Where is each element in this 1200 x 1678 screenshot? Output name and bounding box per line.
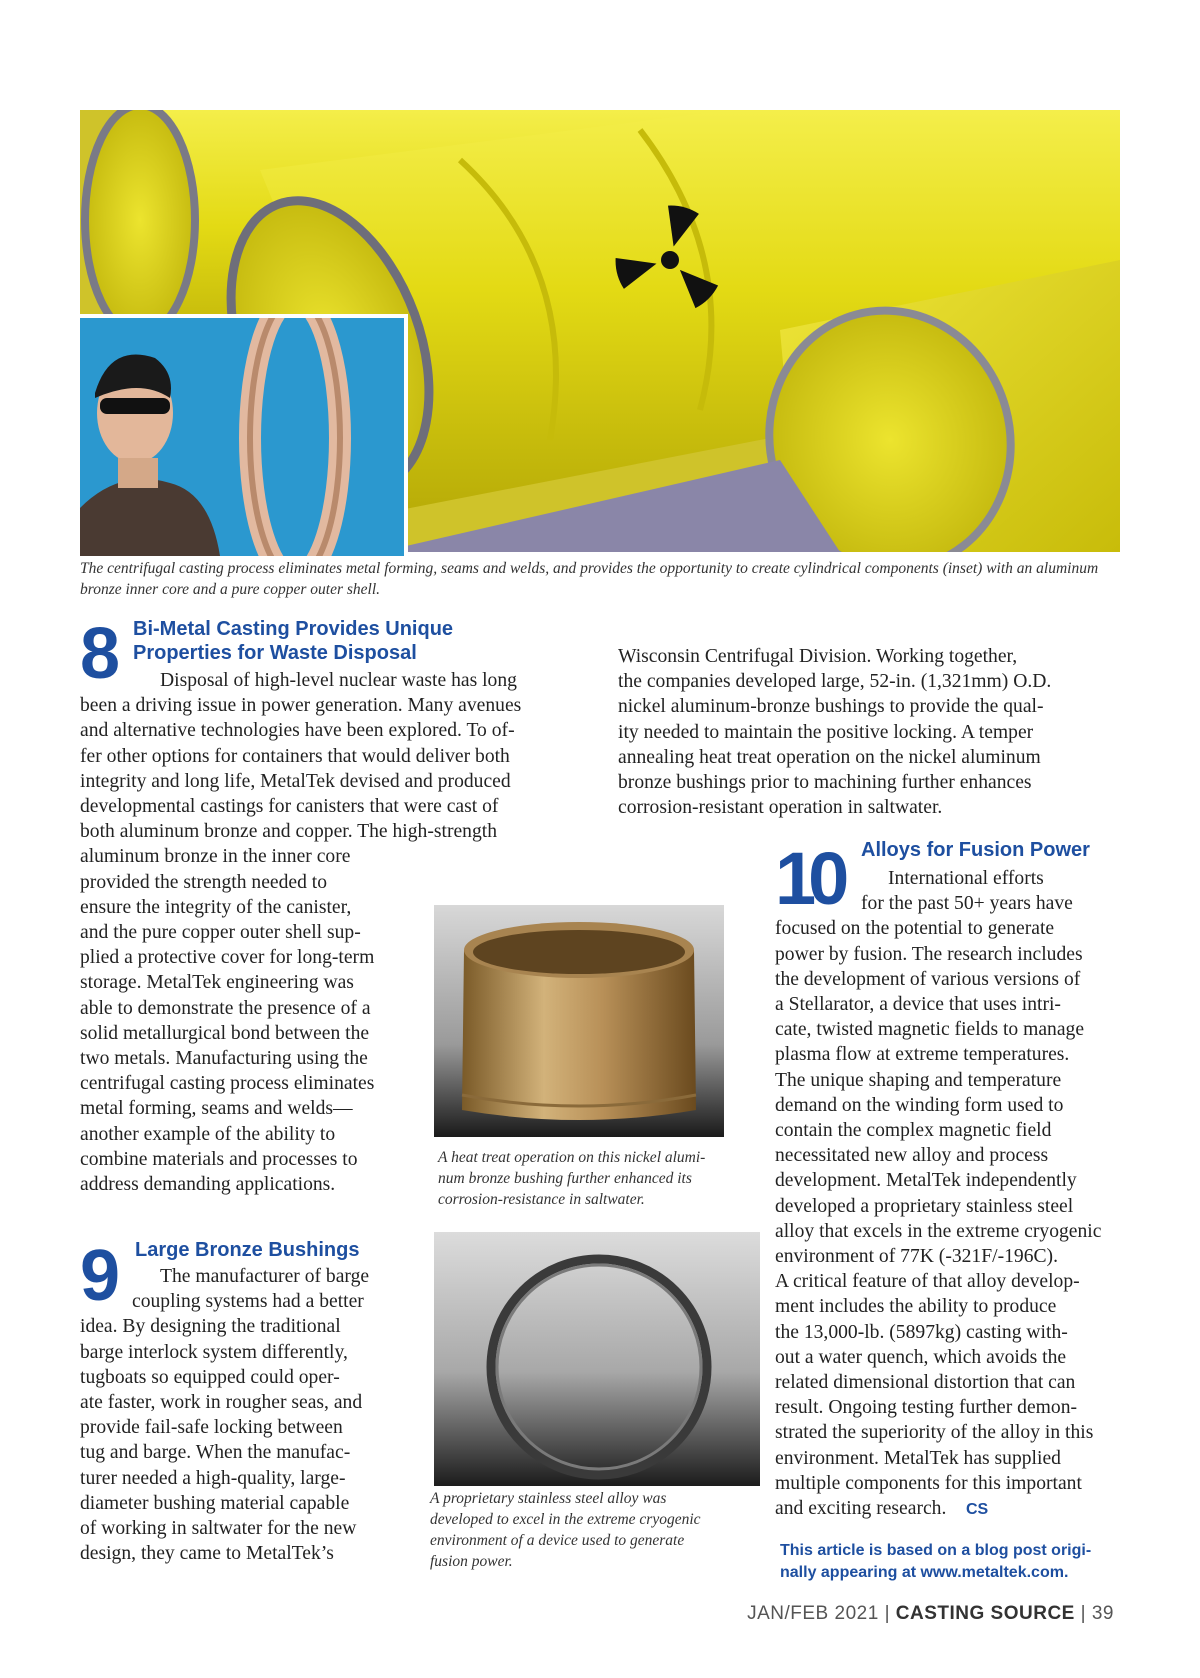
body-line: design, they came to MetalTek’s — [80, 1543, 334, 1565]
ring-caption — [430, 1488, 701, 1572]
body-line: strated the superiority of the alloy in this — [775, 1422, 1094, 1444]
body-line: plasma flow at extreme temperatures. — [775, 1044, 1070, 1066]
body-line: developed a proprietary stainless steel — [775, 1195, 1074, 1217]
body-line: The unique shaping and temperature — [775, 1069, 1062, 1091]
end-mark: CS — [965, 1501, 989, 1519]
body-line: aluminum bronze in the inner core — [80, 846, 351, 868]
body-line: tug and barge. When the manufac- — [80, 1442, 351, 1464]
publication-name: CASTING SOURCE — [895, 1603, 1075, 1624]
body-line: diameter bushing material capable — [80, 1492, 350, 1514]
body-line: International efforts — [888, 868, 1044, 889]
body-line: demand on the winding form used to — [775, 1094, 1064, 1116]
body-line: barge interlock system differently, — [80, 1341, 348, 1363]
section-9-heading: Large Bronze Bushings — [135, 1239, 360, 1261]
body-line: two metals. Manufacturing using the — [80, 1048, 368, 1070]
article-credit — [780, 1540, 1140, 1584]
body-line-text: and exciting research. — [775, 1498, 947, 1520]
body-line: been a driving issue in power generation. Many avenues — [80, 695, 522, 717]
stainless-ring-photo — [434, 1232, 760, 1486]
section-9-body — [80, 1264, 369, 1566]
body-line: multiple components for this important — [775, 1472, 1082, 1494]
body-line: metal forming, seams and welds— — [80, 1098, 353, 1120]
body-line: fer other options for containers that would deliver both — [80, 745, 510, 767]
body-line: and the pure copper outer shell sup- — [80, 922, 361, 944]
body-line: provided the strength needed to — [80, 871, 328, 893]
bushing-caption — [438, 1147, 705, 1210]
body-line: ment includes the ability to produce — [775, 1296, 1057, 1318]
body-line: Disposal of high-level nuclear waste has long — [160, 670, 517, 691]
section-8-heading — [133, 617, 453, 665]
body-line: plied a protective cover for long-term — [80, 947, 375, 969]
body-line: a Stellarator, a device that uses intri- — [775, 994, 1061, 1016]
caption-line: developed to excel in the extreme cryogenic — [430, 1511, 701, 1528]
body-line: turer needed a high-quality, large- — [80, 1467, 346, 1489]
body-line: the companies developed large, 52-in. (1,321mm) O.D. — [618, 671, 1052, 693]
body-line: tugboats so equipped could oper- — [80, 1366, 340, 1388]
body-line: cate, twisted magnetic fields to manage — [775, 1019, 1085, 1041]
body-line: provide fail-safe locking between — [80, 1417, 343, 1439]
body-line: contain the complex magnetic field — [775, 1120, 1052, 1142]
body-line: coupling systems had a better — [132, 1291, 364, 1313]
inset-photo-man-with-canister — [80, 314, 408, 556]
section-10-body — [775, 866, 1101, 1522]
heading-line: Properties for Waste Disposal — [133, 642, 417, 664]
body-line: combine materials and processes to — [80, 1148, 358, 1170]
body-line: ensure the integrity of the canister, — [80, 896, 352, 918]
body-line: nickel aluminum-bronze bushings to provide the qual- — [618, 696, 1044, 718]
caption-line: fusion power. — [430, 1553, 513, 1570]
body-line: related dimensional distortion that can — [775, 1372, 1076, 1394]
body-line: focused on the potential to generate — [775, 918, 1055, 940]
credit-line: nally appearing at www.metaltek.com. — [780, 1564, 1069, 1581]
body-line: idea. By designing the traditional — [80, 1316, 341, 1338]
body-line: ate faster, work in rougher seas, and — [80, 1392, 363, 1414]
continuation-text — [618, 644, 1051, 820]
body-line: address demanding applications. — [80, 1174, 336, 1196]
body-line: out a water quench, which avoids the — [775, 1346, 1067, 1368]
section-10-number: 10 — [775, 837, 842, 920]
body-line: environment. MetalTek has supplied — [775, 1447, 1061, 1469]
body-line: for the past 50+ years have — [861, 893, 1073, 915]
caption-line: num bronze bushing further enhanced its — [438, 1170, 692, 1187]
body-line: integrity and long life, MetalTek devised and produced — [80, 770, 511, 792]
heading-line: Bi-Metal Casting Provides Unique — [133, 618, 454, 640]
body-line: necessitated new alloy and process — [775, 1145, 1049, 1167]
hero-caption: The centrifugal casting process eliminates metal forming, seams and welds, and provides the opportunity to create cylindrical components (inset) with an aluminum bronze inner core and a pure copper outer shell. — [80, 560, 1099, 598]
issue-date: JAN/FEB 2021 — [747, 1603, 879, 1624]
body-line: storage. MetalTek engineering was — [80, 972, 354, 994]
page-number: 39 — [1091, 1603, 1114, 1624]
body-line: A critical feature of that alloy develop- — [775, 1271, 1080, 1293]
body-line: able to demonstrate the presence of a — [80, 997, 371, 1019]
credit-line: This article is based on a blog post origi- — [780, 1542, 1092, 1559]
footer-separator: | — [884, 1603, 890, 1624]
body-line: of working in saltwater for the new — [80, 1518, 357, 1540]
body-line: The manufacturer of barge — [160, 1266, 370, 1287]
body-line: the 13,000-lb. (5897kg) casting with- — [775, 1321, 1068, 1343]
section-9-number: 9 — [80, 1236, 117, 1316]
body-line: development. MetalTek independently — [775, 1170, 1077, 1192]
body-line: result. Ongoing testing further demon- — [775, 1397, 1078, 1419]
body-line: Wisconsin Centrifugal Division. Working together, — [618, 646, 1018, 667]
body-line: power by fusion. The research includes — [775, 943, 1083, 965]
body-line: solid metallurgical bond between the — [80, 1022, 370, 1044]
caption-line: environment of a device used to generate — [430, 1532, 685, 1549]
body-line: corrosion-resistant operation in saltwater. — [618, 797, 943, 819]
body-line: annealing heat treat operation on the nickel aluminum — [618, 746, 1041, 768]
body-line — [775, 1496, 1101, 1522]
body-line: and alternative technologies have been explored. To of- — [80, 720, 515, 742]
section-10-heading: Alloys for Fusion Power — [861, 839, 1090, 861]
body-line: bronze bushings prior to machining further enhances — [618, 772, 1032, 794]
footer-separator: | — [1080, 1603, 1087, 1624]
body-line: both aluminum bronze and copper. The high-strength — [80, 821, 497, 843]
body-line: alloy that excels in the extreme cryogenic — [775, 1220, 1102, 1242]
body-line: centrifugal casting process eliminates — [80, 1073, 375, 1095]
caption-line: A proprietary stainless steel alloy was — [430, 1490, 667, 1507]
body-line: another example of the ability to — [80, 1123, 336, 1145]
page-footer — [747, 1603, 1114, 1625]
body-line: ity needed to maintain the positive locking. A temper — [618, 721, 1034, 743]
bronze-bushing-photo — [434, 905, 724, 1137]
caption-line: A heat treat operation on this nickel alumi- — [438, 1149, 706, 1166]
section-8-number: 8 — [80, 614, 117, 694]
caption-line: corrosion-resistance in saltwater. — [438, 1191, 645, 1208]
body-line: the development of various versions of — [775, 968, 1081, 990]
body-line: developmental castings for canisters that were cast of — [80, 796, 499, 818]
body-line: environment of 77K (-321F/-196C). — [775, 1246, 1058, 1268]
